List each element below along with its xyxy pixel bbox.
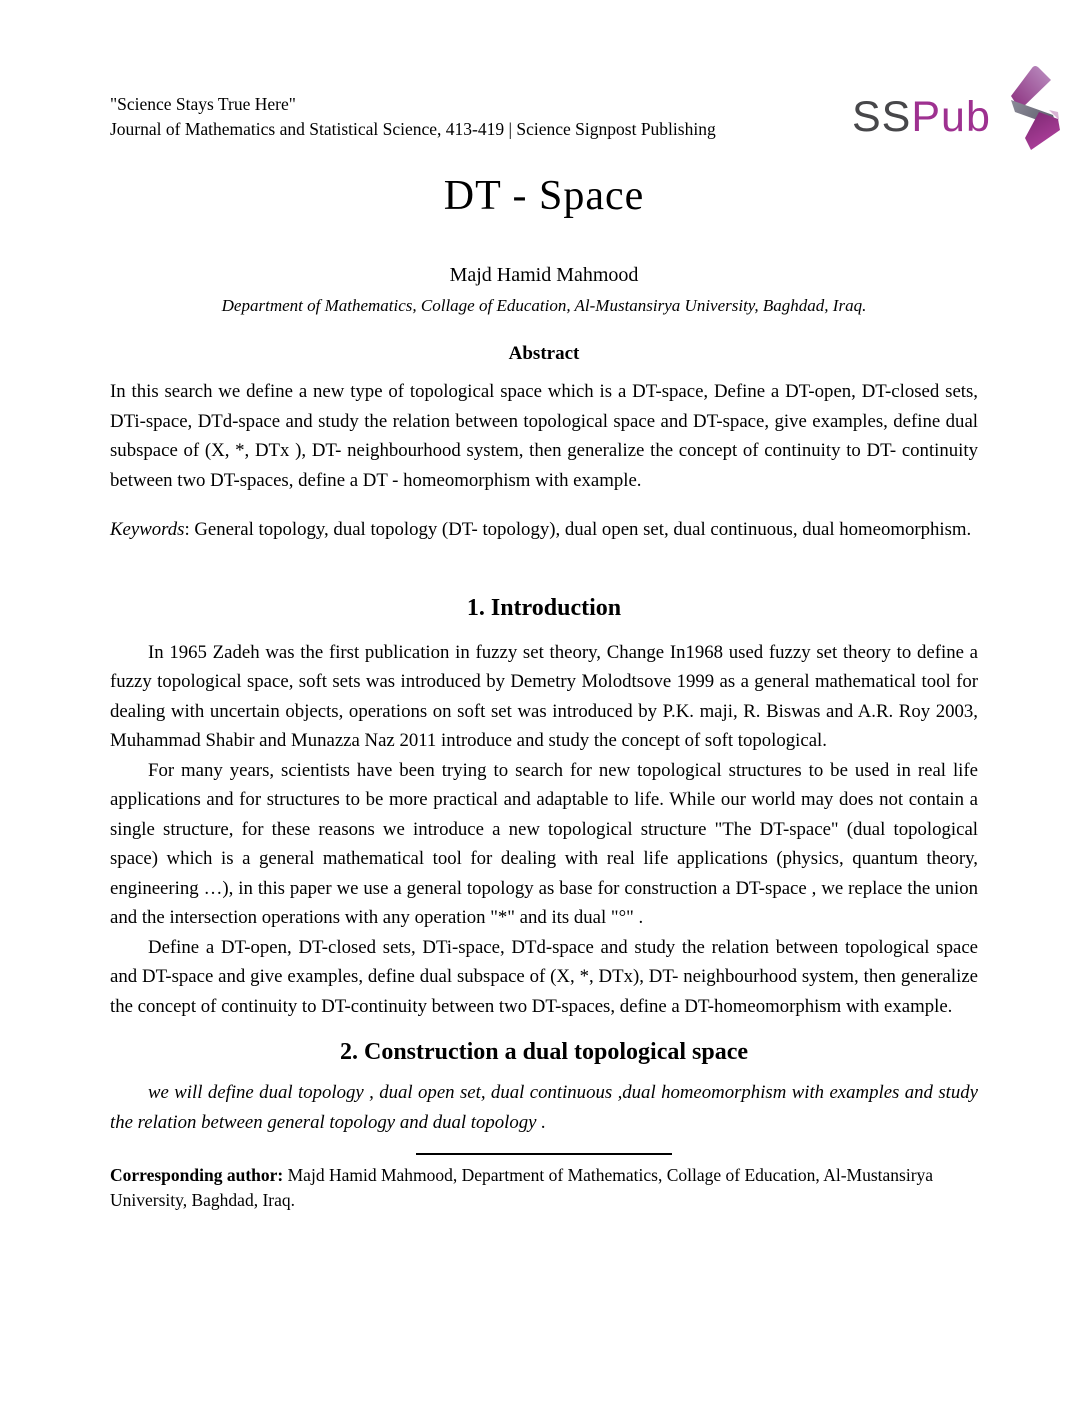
keywords-line	[110, 515, 978, 545]
logo-ss-text: SS	[852, 93, 912, 141]
construction-paragraph: we will define dual topology , dual open set, dual continuous ,dual homeomorphism with examples and study the relation between general topology and dual topology .	[110, 1082, 978, 1133]
footnote-label: Corresponding author:	[110, 1165, 284, 1185]
footnote	[110, 1163, 978, 1213]
sspub-ribbon-icon	[987, 58, 1063, 158]
author-affiliation: Department of Mathematics, Collage of Education, Al-Mustansirya University, Baghdad, Iraq.	[221, 296, 867, 315]
introduction-section	[110, 638, 978, 1022]
intro-paragraph: In 1965 Zadeh was the first publication in fuzzy set theory, Change In1968 used fuzzy set theory to define a fuzzy topological space, soft sets was introduced by Demetry Molodtsove 1999 as a general mathematical tool for dealing with uncertain objects, operations on soft set was introduced by P.K. maji, R. Biswas and A.R. Roy 2003, Muhammad Shabir and Munazza Naz 2011 introduce and study the concept of soft topological.	[110, 641, 978, 751]
intro-paragraph: For many years, scientists have been trying to search for new topological structures to be used in real life applications and for structures to be more practical and adaptable to life. While our world may does not contain a single structure, for these reasons we introduce a new topological structure "The DT-space" (dual topological space) which is a general mathematical tool for dealing with real life applications (physics, quantum theory, engineering …), in this paper we use a general topology as base for construction a DT-space , we replace the union and the intersection operations with any operation "*" and its dual "°" .	[110, 759, 978, 928]
keywords-text: : General topology, dual topology (DT- topology), dual open set, dual continuous, dual homeomorphism.	[184, 519, 972, 540]
intro-paragraph: Define a DT-open, DT-closed sets, DTi-space, DTd-space and study the relation between topological space and DT-space and give examples, define dual subspace of (X, *, DTx), DT- neighbourhood system, then generalize the concept of continuity to DT-continuity between two DT-spaces, define a DT-homeomorphism with example.	[110, 936, 978, 1017]
journal-header	[110, 92, 716, 142]
journal-tagline: "Science Stays True Here"	[110, 94, 296, 114]
footnote-text: Majd Hamid Mahmood, Department of Mathematics, Collage of Education, Al-Mustansirya University, Baghdad, Iraq.	[110, 1165, 934, 1210]
paper-title: DT - Space	[443, 173, 645, 219]
logo-pub-text: Pub	[911, 93, 991, 141]
paper-content	[0, 172, 1088, 1213]
section-heading-construction: 2. Construction a dual topological space	[339, 1039, 749, 1065]
footnote-separator	[416, 1153, 672, 1155]
keywords-label: Keywords	[110, 519, 185, 540]
section-heading-introduction: 1. Introduction	[466, 594, 622, 621]
abstract-text: In this search we define a new type of topological space which is a DT-space, Define a DT-open, DT-closed sets, DTi-space, DTd-space and study the relation between topological space and DT-space, give examples, define dual subspace of (X, *, DTx ), DT- neighbourhood system, then generalize the concept of continuity to DT- continuity between two DT-spaces, define a DT - homeomorphism with example.	[110, 381, 978, 491]
abstract-heading: Abstract	[508, 343, 580, 364]
author-name: Majd Hamid Mahmood	[449, 264, 639, 286]
sspub-logo-text	[852, 93, 991, 141]
journal-line: Journal of Mathematics and Statistical Science, 413-419 | Science Signpost Publishing	[110, 119, 716, 139]
sspub-logo	[852, 58, 1063, 158]
